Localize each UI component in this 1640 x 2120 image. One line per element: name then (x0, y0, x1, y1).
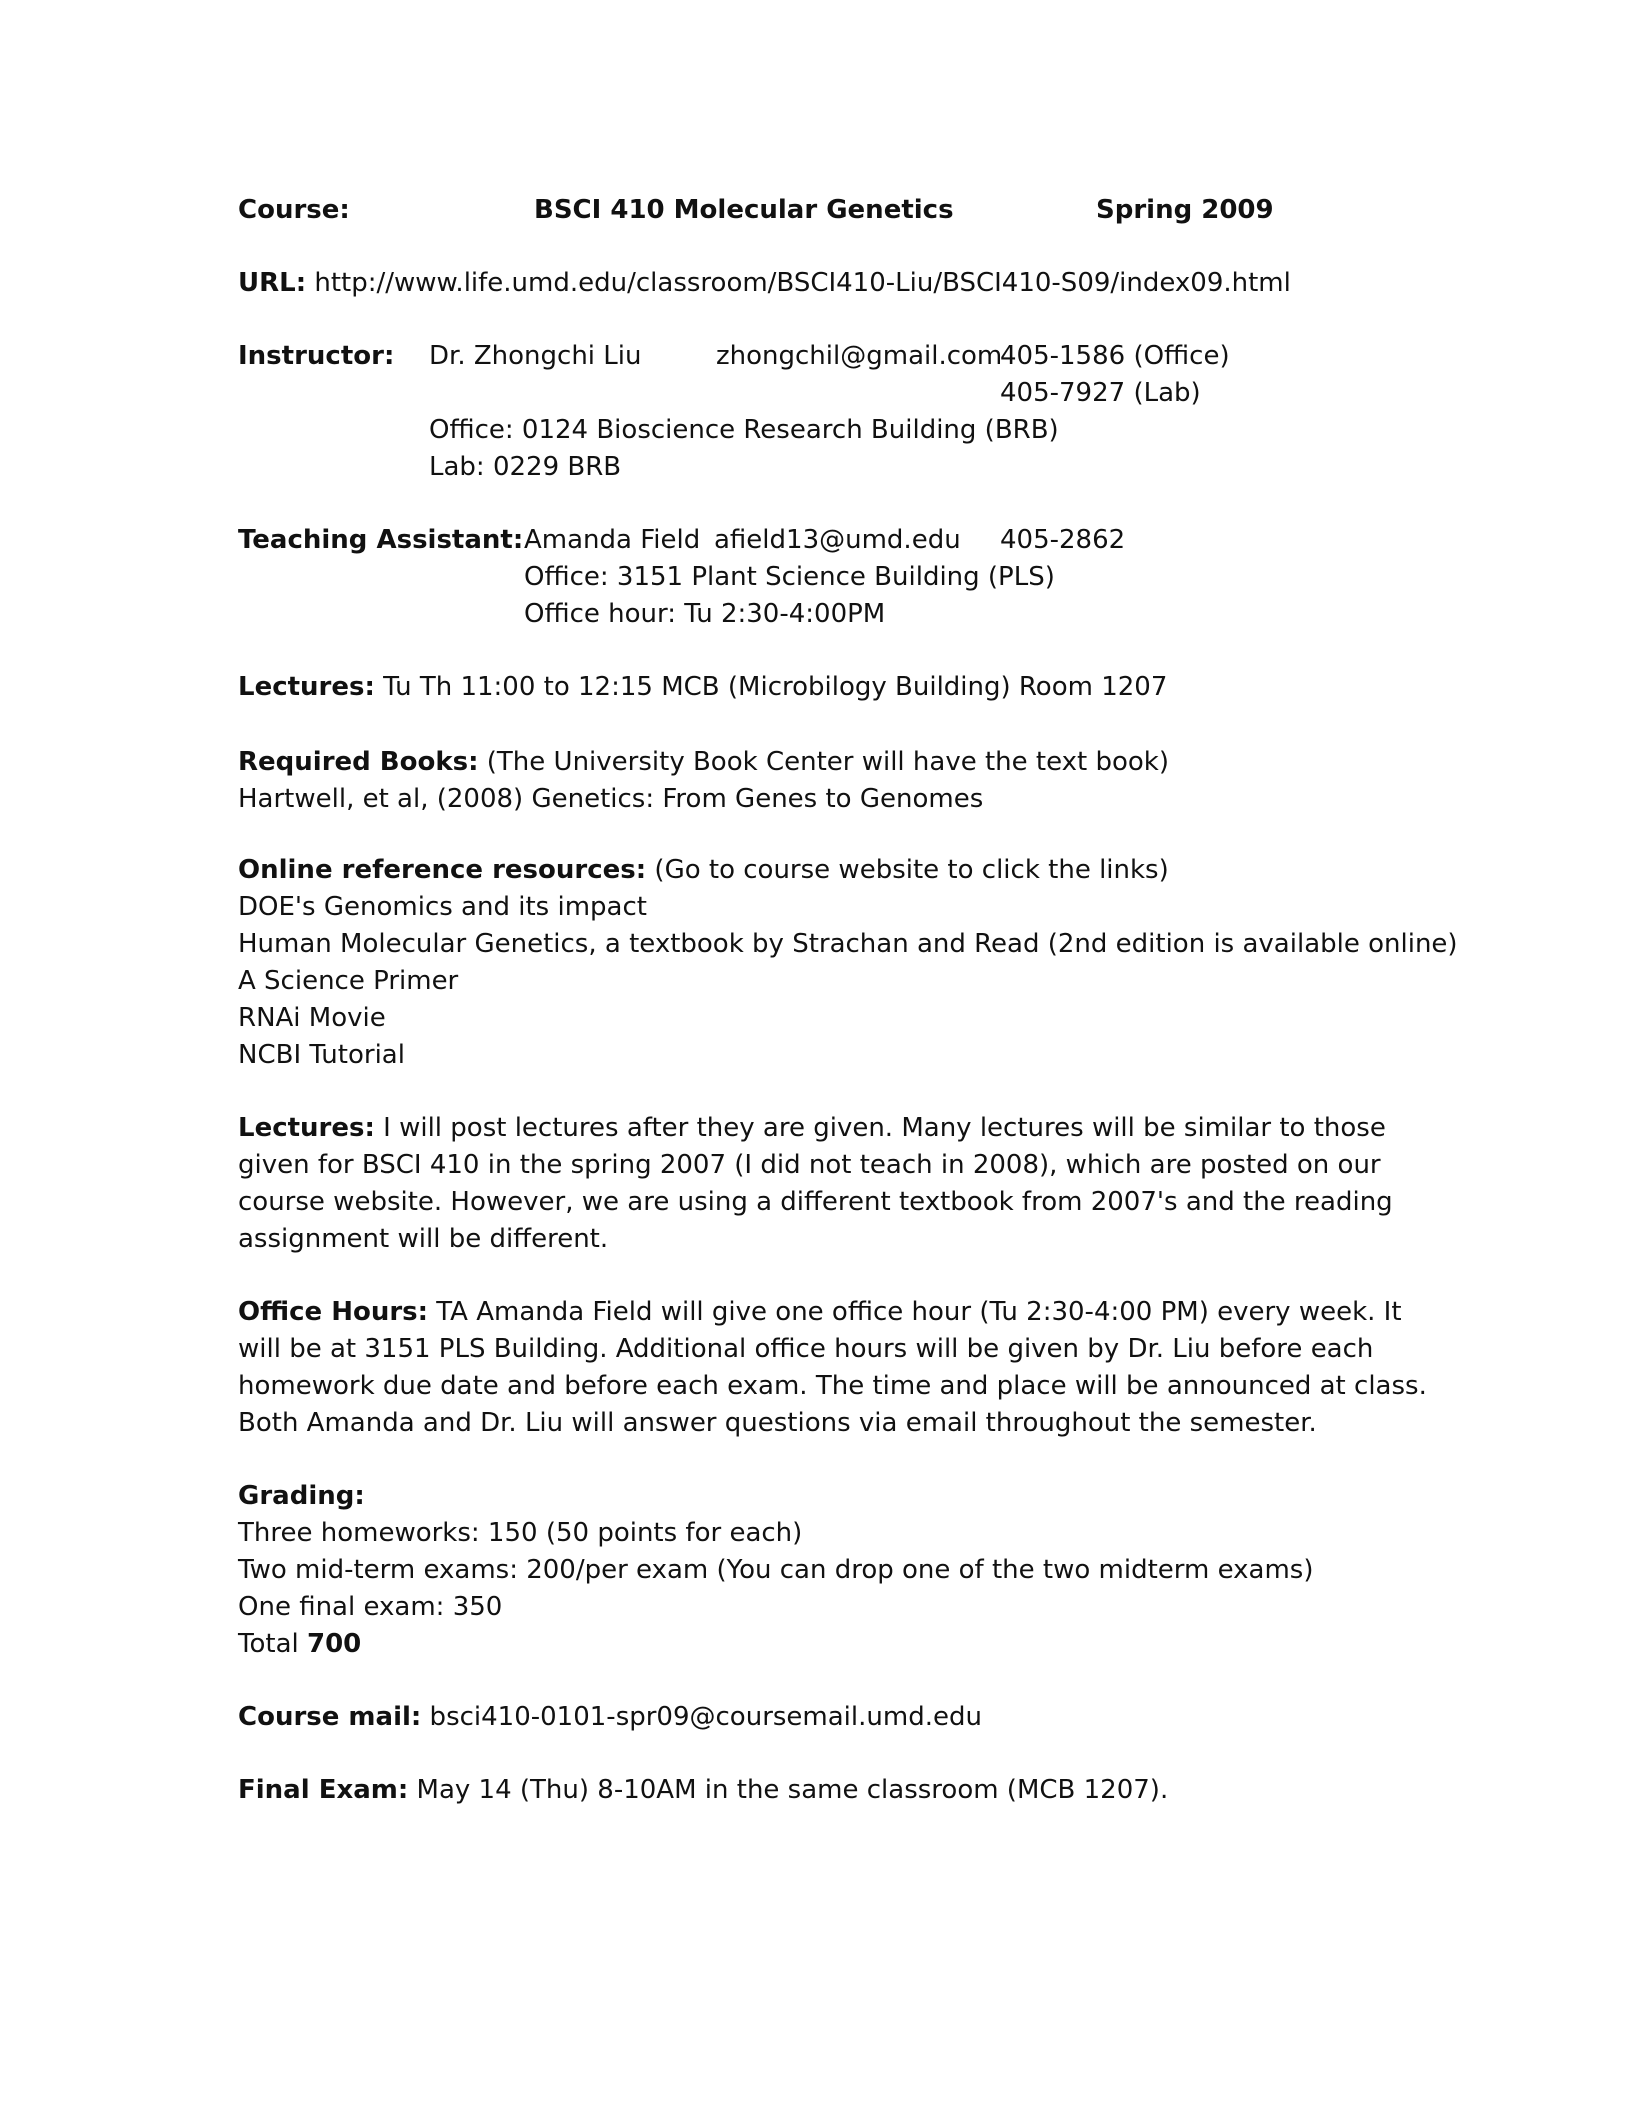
online-resource-item[interactable]: Human Molecular Genetics, a textbook by Strachan and Read (2nd edition is available online) (238, 929, 1458, 959)
office-hours-section (238, 1294, 1427, 1442)
online-resources-note: (Go to course website to click the links) (646, 855, 1169, 885)
instructor-name: Dr. Zhongchi Liu (429, 341, 642, 371)
online-resources-heading (238, 852, 1398, 889)
lectures-time-label: Lectures: (238, 672, 375, 702)
final-exam-value: May 14 (Thu) 8-10AM in the same classroom (MCB 1207). (408, 1775, 1169, 1805)
instructor-lab: Lab: 0229 BRB (429, 452, 622, 482)
office-hours-text: TA Amanda Field will give one office hour (Tu 2:30-4:00 PM) every week. It (428, 1297, 1402, 1327)
instructor-label: Instructor: (238, 341, 395, 371)
office-hours-label: Office Hours: (238, 1297, 429, 1327)
office-hours-line (238, 1294, 1402, 1331)
instructor-phone-lab: 405-7927 (Lab) (1000, 378, 1201, 408)
required-books-heading (238, 744, 1398, 781)
required-books-label: Required Books: (238, 747, 479, 777)
url-value[interactable]: http://www.life.umd.edu/classroom/BSCI410-Liu/BSCI410-S09/index09.html (314, 268, 1291, 298)
final-exam-line (238, 1772, 1168, 1809)
ta-phone: 405-2862 (1000, 525, 1126, 555)
required-book-item: Hartwell, et al, (2008) Genetics: From Genes to Genomes (238, 784, 984, 814)
course-term: Spring 2009 (1096, 195, 1274, 225)
lectures-post-text: I will post lectures after they are given. Many lectures will be similar to those (374, 1113, 1386, 1143)
grading-total-value: 700 (307, 1629, 362, 1659)
grading-label: Grading: (238, 1481, 365, 1511)
course-label: Course: (238, 195, 350, 225)
ta-email[interactable]: afield13@umd.edu (714, 525, 961, 555)
lectures-post-line: assignment will be different. (238, 1224, 609, 1254)
lectures-time-text: Tu Th 11:00 to 12:15 MCB (Microbilogy Building) Room 1207 (374, 672, 1168, 702)
lectures-post-label: Lectures: (238, 1113, 375, 1143)
lectures-post-line: given for BSCI 410 in the spring 2007 (I did not teach in 2008), which are posted on our (238, 1150, 1381, 1180)
instructor-email[interactable]: zhongchil@gmail.com (716, 341, 1003, 371)
online-resource-item[interactable]: A Science Primer (238, 966, 459, 996)
lectures-post-line (238, 1110, 1398, 1147)
url-label: URL: (238, 268, 307, 298)
ta-office: Office: 3151 Plant Science Building (PLS) (524, 562, 1055, 592)
grading-item: Two mid-term exams: 200/per exam (You can drop one of the two midterm exams) (238, 1555, 1314, 1585)
grading-item: One final exam: 350 (238, 1592, 503, 1622)
lectures-post-section (238, 1110, 1398, 1258)
online-resource-item[interactable]: NCBI Tutorial (238, 1040, 405, 1070)
grading-item: Three homeworks: 150 (50 points for each) (238, 1518, 803, 1548)
final-exam-label: Final Exam: (238, 1775, 409, 1805)
course-mail-value[interactable]: bsci410-0101-spr09@coursemail.umd.edu (421, 1702, 982, 1732)
grading-total-label: Total (238, 1629, 307, 1659)
ta-label: Teaching Assistant: (238, 525, 524, 555)
office-hours-line: Both Amanda and Dr. Liu will answer questions via email throughout the semester. (238, 1408, 1317, 1438)
lectures-post-line: course website. However, we are using a different textbook from 2007's and the reading (238, 1187, 1393, 1217)
ta-office-hour: Office hour: Tu 2:30-4:00PM (524, 599, 886, 629)
office-hours-line: homework due date and before each exam. The time and place will be announced at class. (238, 1371, 1427, 1401)
url-line (238, 265, 1291, 302)
office-hours-line: will be at 3151 PLS Building. Additional office hours will be given by Dr. Liu before each (238, 1334, 1374, 1364)
instructor-phone-office: 405-1586 (Office) (1000, 341, 1230, 371)
online-resources-label: Online reference resources: (238, 855, 647, 885)
online-resources-section (238, 852, 1458, 1074)
online-resource-item[interactable]: RNAi Movie (238, 1003, 386, 1033)
course-mail-label: Course mail: (238, 1702, 422, 1732)
grading-total (238, 1626, 1398, 1663)
required-books-note: (The University Book Center will have the text book) (478, 747, 1170, 777)
course-name: BSCI 410 Molecular Genetics (534, 195, 954, 225)
instructor-office: Office: 0124 Bioscience Research Building (BRB) (429, 415, 1059, 445)
ta-name: Amanda Field (524, 525, 701, 555)
required-books-section (238, 744, 1398, 818)
lectures-time-line (238, 669, 1167, 706)
course-mail-line (238, 1699, 982, 1736)
grading-section (238, 1478, 1398, 1663)
online-resource-item[interactable]: DOE's Genomics and its impact (238, 892, 647, 922)
